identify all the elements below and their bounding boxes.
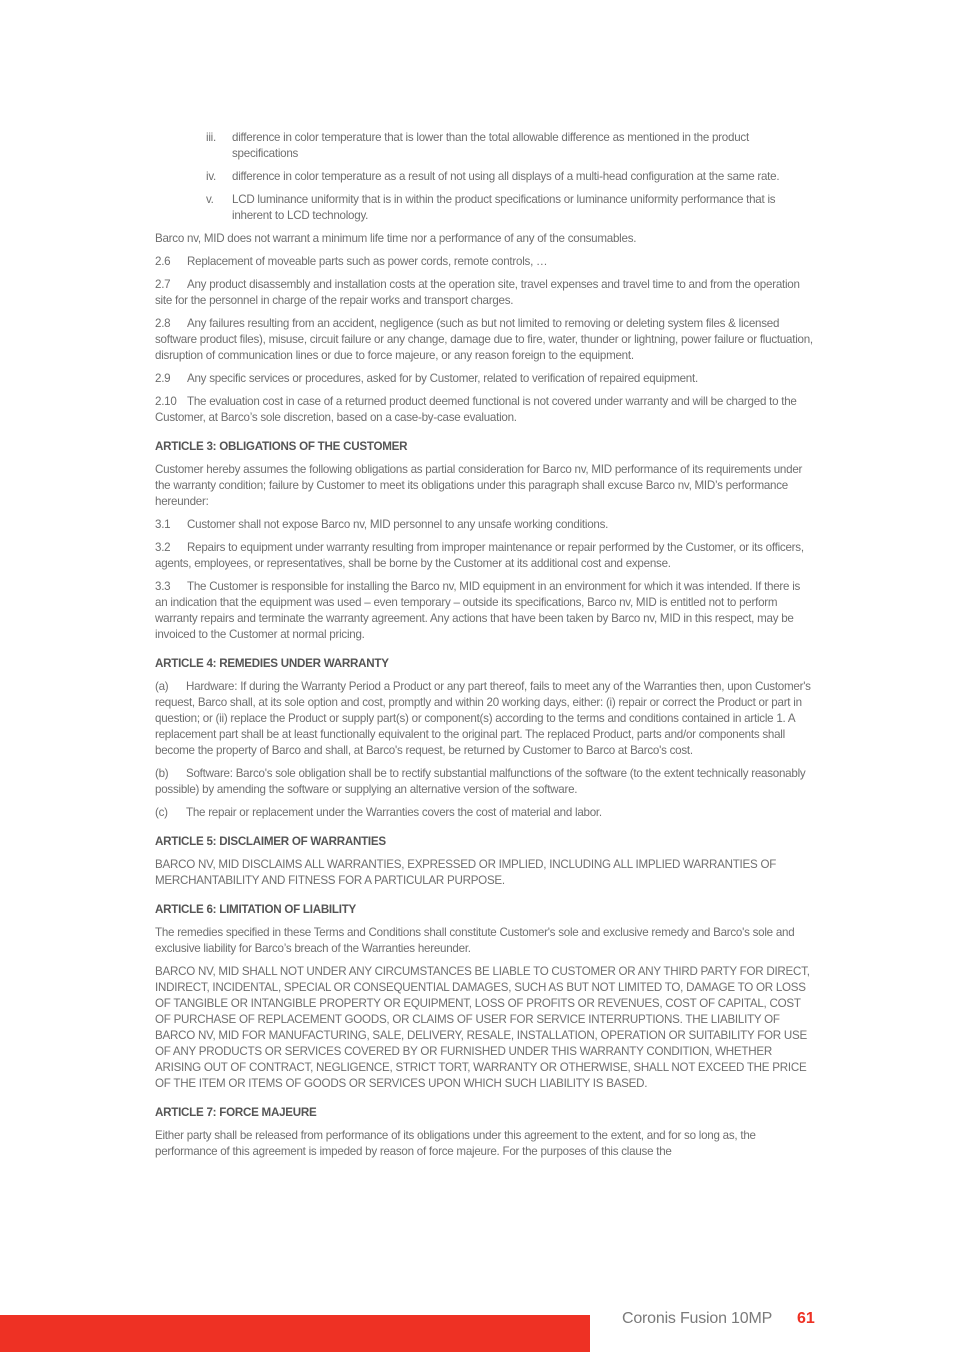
article-3-intro: Customer hereby assumes the following obligations as partial consideration for Barco nv, MID performance of its requirements under the warranty condition; failure by Customer to meet its obligations under this paragraph shall excuse Barco nv, MID’s performance hereunder: [155,463,803,508]
article-4-heading: ARTICLE 4: REMEDIES UNDER WARRANTY [155,657,389,670]
clause-text: Any failures resulting from an accident, negligence (such as but not limited to removing or deleting system files & licensed software product files), misuse, circuit failure or any change, damage due to fire, water, thunder or lightning, power failure or fluctuation, disruption of communication lines or due to force majeure, or any reason foreign to the equipment. [155,317,813,362]
clause-text: Customer shall not expose Barco nv, MID personnel to any unsafe working conditions. [187,518,609,531]
clause-3-1 [155,517,815,533]
clause-number: 3.1 [155,518,171,531]
clause-number: 2.7 [155,278,171,291]
clause-number: 3.3 [155,580,171,593]
list-text: difference in color temperature that is lower than the total allowable difference as mentioned in the product specifications [232,131,749,160]
footer-accent-bar [0,1315,590,1352]
article-7-text: Either party shall be released from performance of its obligations under this agreement to the extent, and for so long as, the performance of this agreement is impeded by reason of force majeure. For the purposes of this clause the [155,1129,756,1158]
page-number: 61 [797,1310,815,1327]
footer-document-title: Coronis Fusion 10MP [622,1310,773,1327]
clause-text: The repair or replacement under the Warranties covers the cost of material and labor. [186,806,602,819]
article-3-heading: ARTICLE 3: OBLIGATIONS OF THE CUSTOMER [155,440,408,453]
article-5-heading: ARTICLE 5: DISCLAIMER OF WARRANTIES [155,835,386,848]
list-text: difference in color temperature as a result of not using all displays of a multi-head configuration at the same rate. [232,170,780,183]
article-6-paragraph-2: BARCO NV, MID SHALL NOT UNDER ANY CIRCUMSTANCES BE LIABLE TO CUSTOMER OR ANY THIRD PARTY FOR DIRECT, INDIRECT, INCIDENTAL, SPECIAL OR CONSEQUENTIAL DAMAGES, SUCH AS BUT NOT LIMITED TO, DAMAGE TO OR LOSS OF TANGIBLE OR INTANGIBLE PROPERTY OR EQUIPMENT, LOSS OF PROFITS OR REVENUES, COST OF CAPITAL, COST OF PURCHASE OF REPLACEMENT GOODS, OR CLAIMS OF USER FOR SERVICE INTERRUPTIONS. THE LIABILITY OF BARCO NV, MID FOR MANUFACTURING, SALE, DELIVERY, RESALE, INSTALLATION, OPERATION OR SUITABILITY FOR USE OF ANY PRODUCTS OR SERVICES COVERED BY OR FURNISHED UNDER THIS WARRANTY CONDITION, WHETHER ARISING OUT OF CONTRACT, NEGLIGENCE, STRICT TORT, WARRANTY OR OTHERWISE, SHALL NOT EXCEED THE PRICE OF THE ITEM OR ITEMS OF GOODS OR SERVICES UPON WHICH SUCH LIABILITY IS BASED. [155,965,810,1090]
clause-text: Repairs to equipment under warranty resulting from improper maintenance or repair performed by the Customer, or its officers, agents, employees, or representatives, shall be borne by the Customer at its additional cost and expense. [155,541,804,570]
list-item [155,169,815,185]
clause-4-a [155,679,815,759]
clause-2-6 [155,254,815,270]
list-numeral: v. [206,193,214,206]
list-numeral: iii. [206,131,216,144]
clause-number: 2.6 [155,255,171,268]
article-6-heading: ARTICLE 6: LIMITATION OF LIABILITY [155,903,357,916]
clause-number: (a) [155,680,169,693]
consumables-note: Barco nv, MID does not warrant a minimum life time nor a performance of any of the consumables. [155,232,637,245]
list-numeral: iv. [206,170,216,183]
clause-text: Hardware: If during the Warranty Period a Product or any part thereof, fails to meet any of the Warranties then, upon Customer's request, Barco shall, at its sole option and cost, promptly and within 20 working days, either: (i) repair or correct the Product or part in question; or (ii) replace the Product or supply part(s) or component(s) according to the terms and conditions contained in article 1. A replacement part shall be at least functionally equivalent to the original part. The replaced Product, parts and/or components shall become the property of Barco and shall, at Barco's request, be returned by Customer to Barco at Barco's cost. [155,680,811,757]
clause-2-7 [155,277,815,309]
article-5-text: BARCO NV, MID DISCLAIMS ALL WARRANTIES, EXPRESSED OR IMPLIED, INCLUDING ALL IMPLIED WARRANTIES OF MERCHANTABILITY AND FITNESS FOR A PARTICULAR PURPOSE. [155,858,777,887]
clause-text: Replacement of moveable parts such as power cords, remote controls, … [187,255,548,268]
list-item [155,192,815,224]
clause-3-3 [155,579,815,643]
clause-number: (c) [155,806,168,819]
clause-number: 2.9 [155,372,171,385]
clause-4-c [155,805,815,821]
clause-number: 2.8 [155,317,171,330]
clause-text: Any specific services or procedures, asked for by Customer, related to verification of repaired equipment. [187,372,698,385]
clause-2-10 [155,394,815,426]
clause-text: The Customer is responsible for installing the Barco nv, MID equipment in an environment for which it was intended. If there is an indication that the equipment was used – even temporary – outside its specifications, Barco nv, MID is entitled not to perform warranty repairs and terminate the warranty agreement. Any actions that have been taken by Barco nv, MID in this respect, may be invoiced to the Customer at normal pricing. [155,580,801,641]
article-7-heading: ARTICLE 7: FORCE MAJEURE [155,1106,317,1119]
clause-2-8 [155,316,815,364]
clause-number: 3.2 [155,541,171,554]
list-item [155,130,815,162]
clause-3-2 [155,540,815,572]
list-text: LCD luminance uniformity that is in within the product specifications or luminance uniformity performance that is inherent to LCD technology. [232,193,776,222]
clause-text: The evaluation cost in case of a returned product deemed functional is not covered under warranty and will be charged to the Customer, at Barco’s sole discretion, based on a case-by-case evaluation. [155,395,797,424]
document-body [155,130,815,1167]
clause-number: 2.10 [155,395,177,408]
clause-text: Software: Barco's sole obligation shall be to rectify substantial malfunctions of the software (to the extent technically reasonably possible) by amending the software or supplying an alternative version of the software. [155,767,806,796]
article-6-paragraph-1: The remedies specified in these Terms and Conditions shall constitute Customer's sole and exclusive remedy and Barco's sole and exclusive liability for Barco’s breach of the Warranties hereunder. [155,926,795,955]
clause-number: (b) [155,767,169,780]
clause-4-b [155,766,815,798]
clause-2-9 [155,371,815,387]
clause-text: Any product disassembly and installation costs at the operation site, travel expenses and travel time to and from the operation site for the personnel in charge of the repair works and transport charges. [155,278,800,307]
